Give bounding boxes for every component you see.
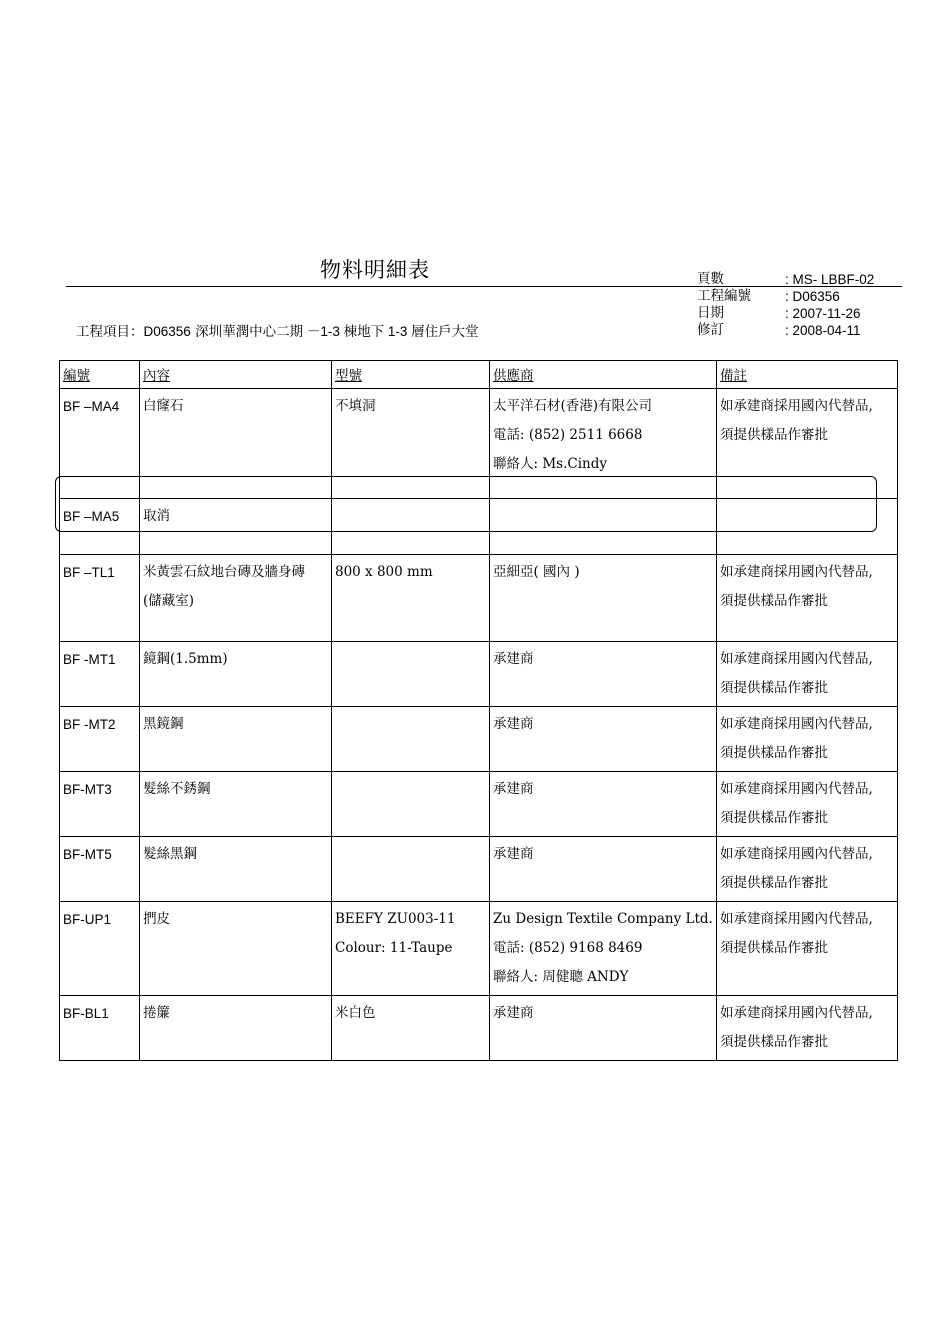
document-meta: [697, 271, 874, 339]
table-row: [60, 772, 898, 837]
cell-content: [140, 389, 332, 499]
cell-remarks: [717, 772, 898, 837]
cell-line: 須提供樣品作審批: [720, 940, 828, 956]
table-row: [60, 499, 898, 555]
cell-model: [332, 555, 490, 642]
cell-line: BEEFY ZU003-11: [335, 911, 456, 927]
cell-remarks: [717, 499, 898, 555]
cell-remarks: [717, 837, 898, 902]
header-model: 型號: [332, 361, 490, 389]
project-name-building: 棟地下: [343, 324, 385, 340]
meta-row-revision: [697, 322, 874, 339]
document-title: 物料明細表: [320, 258, 430, 282]
cell-supplier: [490, 996, 717, 1061]
cell-supplier: [490, 707, 717, 772]
cell-content: [140, 902, 332, 996]
cell-remarks: [717, 996, 898, 1061]
meta-value: : D06356: [785, 289, 840, 304]
cell-remarks: [717, 555, 898, 642]
table-row: [60, 707, 898, 772]
cell-line: (儲藏室): [143, 593, 195, 609]
cell-code: BF –TL1: [60, 555, 140, 642]
cell-content: [140, 707, 332, 772]
cell-line: 須提供樣品作審批: [720, 680, 828, 696]
cell-line: 鏡鋼(1.5mm): [143, 651, 228, 667]
cell-line: 如承建商採用國內代替品,: [720, 564, 873, 580]
cell-line: 髮絲黑鋼: [143, 846, 197, 862]
cell-supplier: [490, 772, 717, 837]
cell-line: 亞細亞( 國內 ): [493, 564, 580, 580]
cell-line: 如承建商採用國內代替品,: [720, 846, 873, 862]
cell-line: 電話: (852) 9168 8469: [493, 940, 643, 956]
header-remarks: 備註: [717, 361, 898, 389]
cell-code: BF -MT2: [60, 707, 140, 772]
cell-model: [332, 772, 490, 837]
cell-line: 聯絡人: Ms.Cindy: [493, 456, 607, 472]
cell-remarks: [717, 642, 898, 707]
meta-value: : 2008-04-11: [785, 323, 861, 338]
cell-line: 不填洞: [335, 398, 376, 414]
cell-line: 捲簾: [143, 1005, 170, 1021]
cell-line: 承建商: [493, 846, 534, 862]
table-row: [60, 837, 898, 902]
cell-line: 電話: (852) 2511 6668: [493, 427, 643, 443]
cell-line: 承建商: [493, 781, 534, 797]
cell-line: 承建商: [493, 651, 534, 667]
cell-line: 須提供樣品作審批: [720, 875, 828, 891]
cell-line: 捫皮: [143, 911, 170, 927]
cell-line: 須提供樣品作審批: [720, 593, 828, 609]
cell-code: BF-BL1: [60, 996, 140, 1061]
cell-content: [140, 837, 332, 902]
meta-value: : 2007-11-26: [785, 306, 861, 321]
project-line: [76, 320, 479, 340]
cell-model: [332, 837, 490, 902]
cell-code: BF -MT1: [60, 642, 140, 707]
meta-row-project-no: [697, 288, 874, 305]
cell-line: 聯絡人: 周健聰 ANDY: [493, 969, 629, 985]
table-row: [60, 642, 898, 707]
cell-line: 太平洋石材(香港)有限公司: [493, 398, 653, 414]
project-dash: －1-3: [303, 324, 344, 339]
cell-line: 承建商: [493, 1005, 534, 1021]
cell-line: 須提供樣品作審批: [720, 427, 828, 443]
cell-line: 如承建商採用國內代替品,: [720, 398, 873, 414]
cell-line: 取消: [143, 508, 170, 524]
table-row: [60, 389, 898, 499]
cell-line: 白窿石: [143, 398, 184, 414]
cell-supplier: [490, 555, 717, 642]
cell-content: [140, 499, 332, 555]
cell-line: 如承建商採用國內代替品,: [720, 716, 873, 732]
cell-content: [140, 555, 332, 642]
cell-line: Colour: 11-Taupe: [335, 940, 453, 956]
cell-code: BF-MT5: [60, 837, 140, 902]
table-row: [60, 555, 898, 642]
cell-supplier: [490, 499, 717, 555]
meta-row-page: [697, 271, 874, 288]
cell-line: 承建商: [493, 716, 534, 732]
cell-line: 如承建商採用國內代替品,: [720, 651, 873, 667]
cell-model: [332, 389, 490, 499]
cell-remarks: [717, 389, 898, 499]
table-row: [60, 902, 898, 996]
cell-line: 如承建商採用國內代替品,: [720, 781, 873, 797]
meta-label: 日期: [697, 305, 724, 321]
project-code: D06356: [143, 324, 191, 339]
cell-line: 米黃雲石紋地台磚及牆身磚: [143, 564, 305, 580]
cell-supplier: [490, 389, 717, 499]
cell-remarks: [717, 902, 898, 996]
cell-line: 如承建商採用國內代替品,: [720, 1005, 873, 1021]
cell-line: 須提供樣品作審批: [720, 810, 828, 826]
cell-supplier: [490, 837, 717, 902]
cell-code: BF –MA5: [60, 499, 140, 555]
cell-model: [332, 499, 490, 555]
cell-model: [332, 996, 490, 1061]
cell-model: [332, 707, 490, 772]
project-name: 深圳華潤中心二期: [195, 324, 304, 340]
meta-label: 頁數: [697, 271, 724, 287]
header-supplier: 供應商: [490, 361, 717, 389]
cell-remarks: [717, 707, 898, 772]
cell-code: BF –MA4: [60, 389, 140, 499]
header-content: 內容: [140, 361, 332, 389]
cell-supplier: [490, 642, 717, 707]
cell-code: BF-MT3: [60, 772, 140, 837]
cell-line: 800 x 800 mm: [335, 564, 433, 580]
cell-supplier: [490, 902, 717, 996]
meta-label: 修訂: [697, 322, 724, 338]
cell-content: [140, 996, 332, 1061]
table-header-row: [60, 361, 898, 389]
table-row: [60, 996, 898, 1061]
project-label: 工程項目：: [76, 324, 144, 340]
cell-model: [332, 642, 490, 707]
meta-value: : MS- LBBF-02: [785, 272, 875, 287]
cell-line: 髮絲不銹鋼: [143, 781, 211, 797]
cell-line: 如承建商採用國內代替品,: [720, 911, 873, 927]
meta-row-date: [697, 305, 874, 322]
cell-content: [140, 772, 332, 837]
cell-line: 米白色: [335, 1005, 376, 1021]
project-floor: 1-3: [384, 324, 412, 339]
cell-model: [332, 902, 490, 996]
meta-label: 工程編號: [697, 288, 751, 304]
cell-code: BF-UP1: [60, 902, 140, 996]
cell-line: 須提供樣品作審批: [720, 1034, 828, 1050]
cell-line: 黑鏡鋼: [143, 716, 184, 732]
header-code: 編號: [60, 361, 140, 389]
project-name-lobby: 層住戶大堂: [411, 324, 479, 340]
materials-table: [59, 360, 898, 1061]
cell-content: [140, 642, 332, 707]
cell-line: Zu Design Textile Company Ltd.: [493, 911, 713, 927]
cell-line: 須提供樣品作審批: [720, 745, 828, 761]
